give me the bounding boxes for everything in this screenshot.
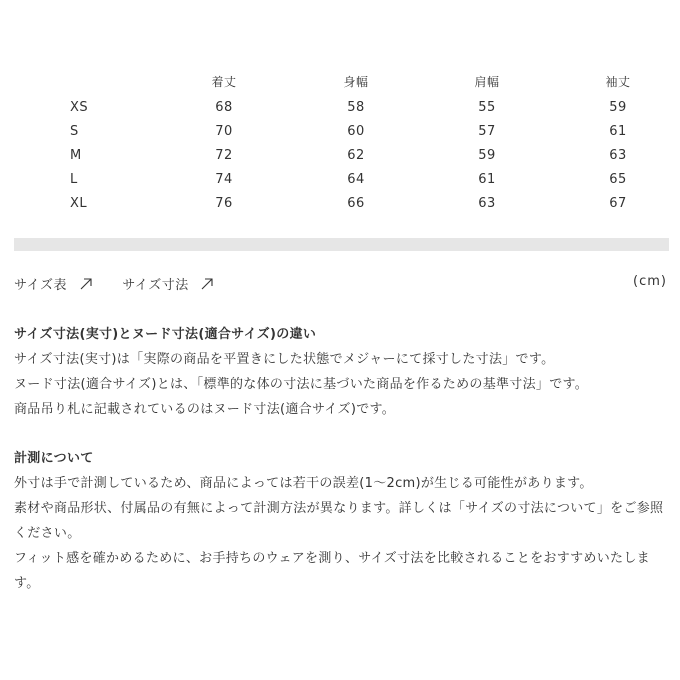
header-cell-width: 身幅 xyxy=(343,75,369,89)
note-line: 外寸は手で計測しているため、商品によっては若干の誤差(1〜2cm)が生じる可能性があります。 xyxy=(14,476,593,491)
table-cell: 55 xyxy=(478,100,496,115)
table-cell: 63 xyxy=(609,148,627,163)
table-cell: 62 xyxy=(347,148,365,163)
table-cell: 70 xyxy=(215,124,233,139)
size-tabs xyxy=(14,274,239,293)
header-cell-length: 着丈 xyxy=(211,75,237,89)
size-label: L xyxy=(70,172,78,187)
table-cell: 61 xyxy=(609,124,627,139)
note-line: 商品吊り札に記載されているのはヌード寸法(適合サイズ)です。 xyxy=(14,402,396,417)
size-label: S xyxy=(70,124,79,139)
tab-size-dimensions[interactable] xyxy=(122,274,213,293)
note-line: フィット感を確かめるために、お手持ちのウェアを測り、サイズ寸法を比較されることをおすすめいたします。 xyxy=(14,551,650,591)
section-title: サイズ寸法(実寸)とヌード寸法(適合サイズ)の違い xyxy=(14,327,317,342)
section-title: 計測について xyxy=(14,451,94,466)
size-label: XS xyxy=(70,100,89,115)
table-cell: 57 xyxy=(478,124,496,139)
size-notes xyxy=(14,322,669,596)
tab-label: サイズ寸法 xyxy=(122,278,189,293)
unit-label: (cm) xyxy=(633,274,667,289)
header-cell-sleeve: 袖丈 xyxy=(605,75,631,89)
table-row xyxy=(14,196,669,220)
external-arrow-icon xyxy=(201,278,213,290)
table-cell: 64 xyxy=(347,172,365,187)
table-row xyxy=(14,124,669,148)
note-line: 素材や商品形状、付属品の有無によって計測方法が異なります。詳しくは「サイズの寸法について」をご参照ください。 xyxy=(14,501,664,541)
table-cell: 76 xyxy=(215,196,233,211)
table-row xyxy=(14,148,669,172)
table-cell: 63 xyxy=(478,196,496,211)
external-arrow-icon xyxy=(80,278,92,290)
table-cell: 67 xyxy=(609,196,627,211)
table-row xyxy=(14,172,669,196)
header-cell-shoulder: 肩幅 xyxy=(474,75,500,89)
measurement-section xyxy=(14,446,669,596)
table-cell: 58 xyxy=(347,100,365,115)
size-label: M xyxy=(70,148,82,163)
size-table xyxy=(14,62,669,220)
table-cell: 74 xyxy=(215,172,233,187)
table-row xyxy=(14,100,669,124)
table-cell: 68 xyxy=(215,100,233,115)
horizontal-scrollbar[interactable] xyxy=(14,238,669,251)
table-cell: 66 xyxy=(347,196,365,211)
table-cell: 59 xyxy=(609,100,627,115)
table-cell: 65 xyxy=(609,172,627,187)
note-line: ヌード寸法(適合サイズ)とは、「標準的な体の寸法に基づいた商品を作るための基準寸法」です。 xyxy=(14,377,589,392)
table-header-row xyxy=(14,62,669,100)
table-cell: 72 xyxy=(215,148,233,163)
table-cell: 61 xyxy=(478,172,496,187)
note-line: サイズ寸法(実寸)は「実際の商品を平置きにした状態でメジャーにて採寸した寸法」です。 xyxy=(14,352,555,367)
table-cell: 60 xyxy=(347,124,365,139)
tab-label: サイズ表 xyxy=(14,278,67,293)
table-cell: 59 xyxy=(478,148,496,163)
size-label: XL xyxy=(70,196,88,211)
tab-size-chart[interactable] xyxy=(14,274,92,293)
